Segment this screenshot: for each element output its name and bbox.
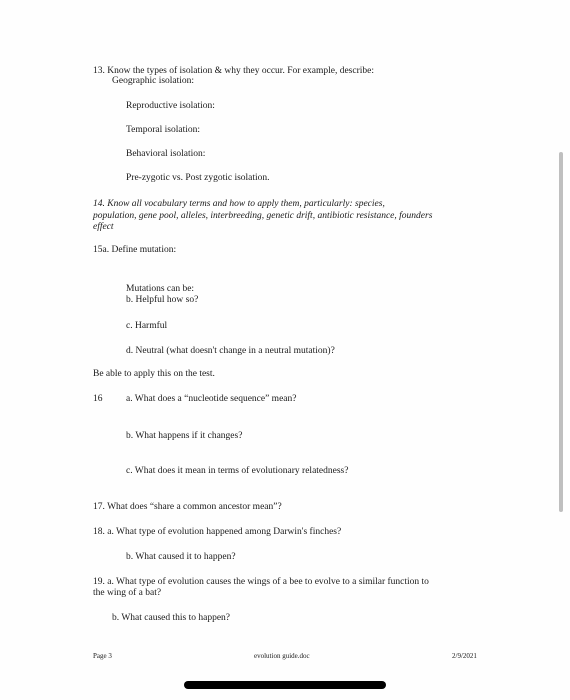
q15-heading: 15a. Define mutation: — [93, 245, 177, 255]
q13-item-geographic: Geographic isolation: — [112, 76, 195, 86]
q15-harmful: c. Harmful — [126, 321, 168, 331]
footer-date: 2/9/2021 — [452, 652, 477, 660]
vertical-scrollbar[interactable] — [559, 152, 563, 512]
q15-apply: Be able to apply this on the test. — [93, 369, 215, 379]
footer-filename: evolution guide.doc — [254, 652, 310, 660]
q15-can-be: Mutations can be: — [126, 284, 195, 294]
q16-b: b. What happens if it changes? — [126, 431, 243, 441]
q13-item-behavioral: Behavioral isolation: — [126, 149, 206, 159]
q13-heading: 13. Know the types of isolation & why they occur. For example, describe: — [93, 66, 374, 76]
q18-b: b. What caused it to happen? — [126, 552, 236, 562]
q17-text: 17. What does “share a common ancestor mean”? — [93, 502, 282, 512]
q18-a: 18. a. What type of evolution happened among Darwin's finches? — [93, 527, 342, 537]
q14-line3: effect — [93, 222, 114, 232]
q16-c: c. What does it mean in terms of evolutionary relatedness? — [126, 466, 349, 476]
q15-neutral: d. Neutral (what doesn't change in a neutral mutation)? — [126, 346, 335, 356]
q19-b: b. What caused this to happen? — [112, 613, 231, 623]
q19-a-line2: the wing of a bat? — [93, 588, 162, 598]
q19-a-line1: 19. a. What type of evolution causes the wings of a bee to evolve to a similar function to — [93, 577, 429, 587]
q13-item-reproductive: Reproductive isolation: — [126, 101, 215, 111]
q13-item-zygotic: Pre-zygotic vs. Post zygotic isolation. — [126, 173, 270, 183]
q15-helpful: b. Helpful how so? — [126, 295, 199, 305]
home-indicator[interactable] — [184, 681, 386, 689]
q13-item-temporal: Temporal isolation: — [126, 125, 201, 135]
q16-number: 16 — [93, 394, 103, 404]
footer-page-number: Page 3 — [93, 652, 112, 660]
q16-a: a. What does a “nucleotide sequence” mean? — [126, 394, 297, 404]
q14-line2: population, gene pool, alleles, interbreeding, genetic drift, antibiotic resistance, founders — [93, 211, 433, 221]
q14-line1: 14. Know all vocabulary terms and how to apply them, particularly: species, — [93, 199, 385, 209]
